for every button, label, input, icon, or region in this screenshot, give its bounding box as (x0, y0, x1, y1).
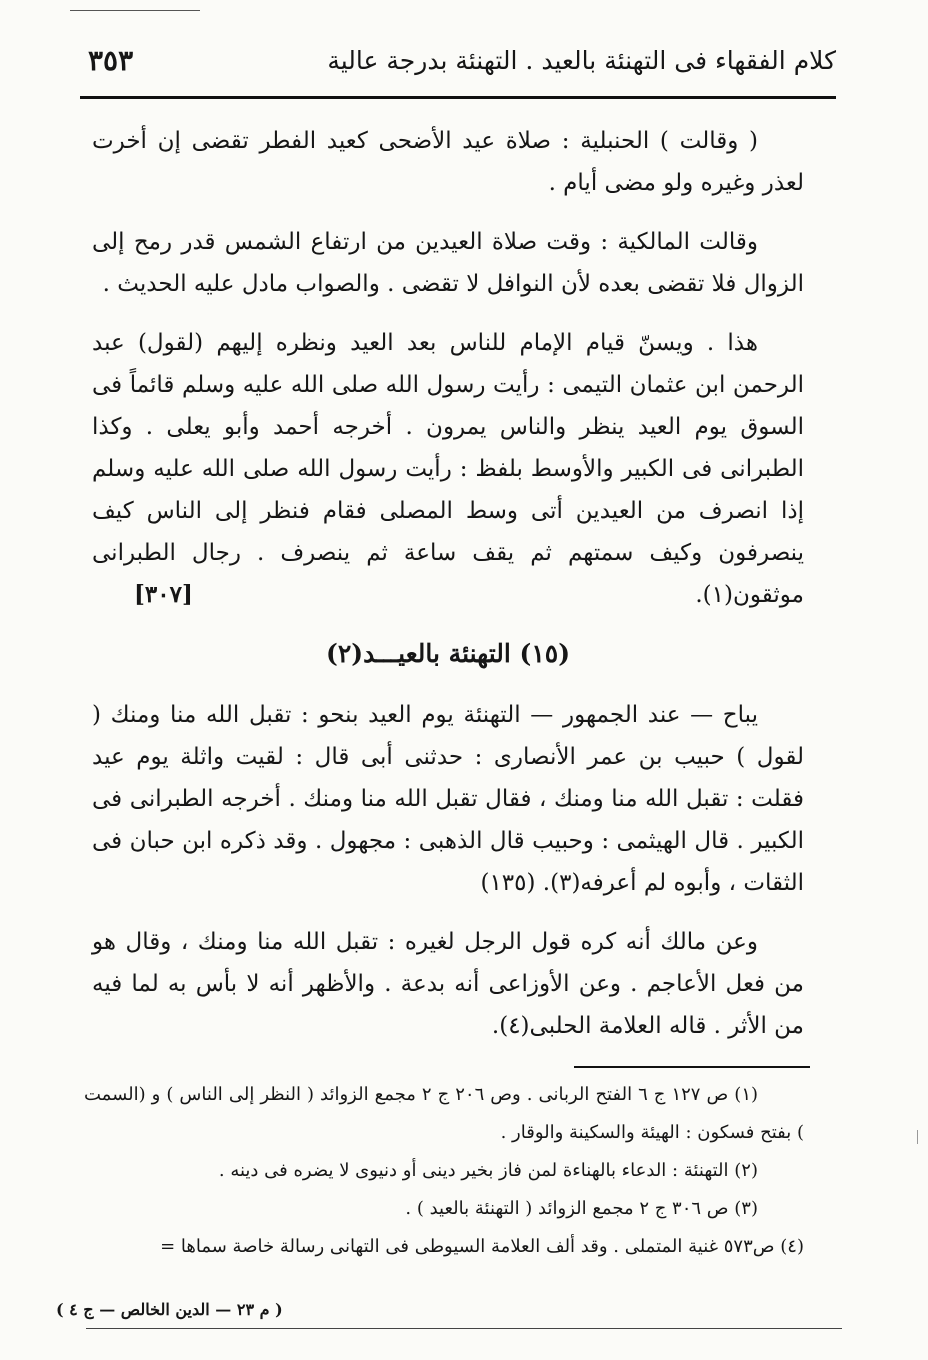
page-header (80, 42, 836, 92)
paragraph-malik-opinion: وعن مالك أنه كره قول الرجل لغيره : تقبل الله منا ومنك ، وقال هو من فعل الأعاجم . وعن الأوزاعى أنه بدعة . والأظهر أنه لا بأس به لما فيه من الأثر . قاله العلامة الحلبى(٤). (92, 929, 804, 1039)
footnote-2: (٢) التهنئة : الدعاء بالهناءة لمن فاز بخير دينى أو دنيوى لا يضره فى دينه . (218, 1160, 758, 1181)
paragraph-imam-text: هذا . ويسنّ قيام الإمام للناس بعد العيد ونظره إليهم (لقول) عبد الرحمن ابن عثمان التيمى : رأيت رسول الله صلى الله عليه وسلم قائماً فى السوق يوم العيد ينظر والناس يمرون . أخرجه أحمد وأبو يعلى . وكذا الطبرانى فى الكبير والأوسط بلفظ : رأيت رسول الله صلى الله عليه وسلم إذا انصرف من العيدين أتى وسط المصلى فقام فنظر إلى الناس كيف ينصرفون وكيف سمتهم ثم يقف ساعة ثم ينصرف . رجال الطبرانى موثقون(١). (92, 330, 805, 608)
footnote-3: (٣) ص ٣٠٦ ج ٢ مجمع الزوائد ( التهنئة بالعيد ) . (405, 1198, 758, 1219)
header-rule (80, 96, 836, 99)
running-head: كلام الفقهاء فى التهنئة بالعيد . التهنئة بدرجة عالية (327, 46, 836, 75)
paragraph-congratulation: يباح — عند الجمهور — التهنئة يوم العيد بنحو : تقبل الله منا ومنك ( لقول ) حبيب بن عمر الأنصارى : حدثنى أبى قال : لقيت واثلة يوم عيد فقلت : تقبل الله منا ومنك ، فقال تقبل الله منا ومنك . أخرجه الطبرانى فى الكبير . قال الهيثمى : وحبيب قال الذهبى : مجهول . وقد ذكره ابن حبان فى الثقات ، وأبوه لم أعرفه(٣). (١٣٥) (92, 702, 804, 896)
paragraph-imam-standing (92, 322, 804, 616)
reference-number: [٣٠٧] (134, 581, 193, 608)
scan-edge-line (70, 10, 200, 11)
footnote-4: (٤) ص٥٧٣ غنية المتملى . وقد ألف العلامة السيوطى فى التهانى رسالة خاصة سماها = (160, 1236, 804, 1257)
footnote-1: (١) ص ١٢٧ ج ٦ الفتح الربانى . وص ٢٠٦ ج ٢ مجمع الزوائد ( النظر إلى الناس ) و (السمت ) بفتح فسكون : الهيئة والسكينة والوقار . (84, 1084, 804, 1143)
paragraph-maliki: وقالت المالكية : وقت صلاة العيدين من ارتفاع الشمس قدر رمح إلى الزوال فلا تقضى بعده لأن النوافل لا تقضى . والصواب مادل عليه الحديث . (92, 229, 804, 297)
footnote-rule (574, 1066, 810, 1068)
main-text (92, 120, 804, 1064)
paragraph-hanbali: ( وقالت ) الحنبلية : صلاة عيد الأضحى كعيد الفطر تقضى إن أخرت لعذر وغيره ولو مضى أيام . (92, 128, 804, 196)
book-signature: ( م ٢٣ — الدين الخالص — ج ٤ ) (56, 1300, 283, 1319)
section-heading: (١٥) التهنئة بالعيـــد(٢) (325, 639, 571, 668)
scan-edge-line-bottom (86, 1328, 842, 1329)
scan-edge-tick (917, 1130, 918, 1144)
page-number: ٣٥٣ (88, 44, 134, 77)
footnotes (84, 1076, 804, 1266)
